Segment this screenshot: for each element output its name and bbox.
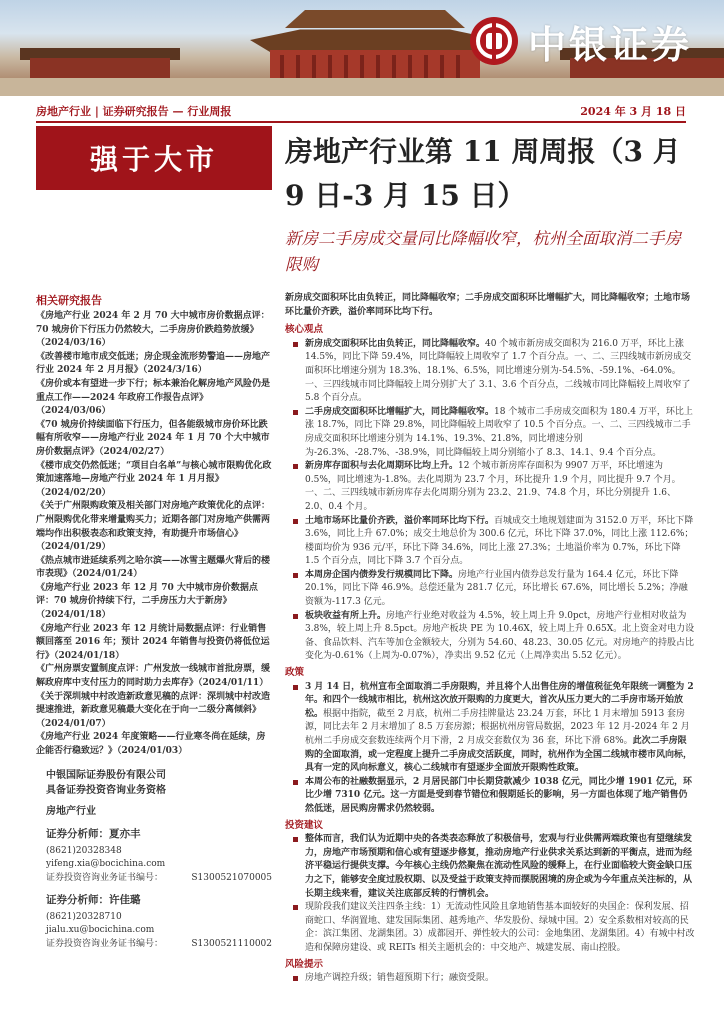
analyst-phone: (8621)20328710 <box>46 911 122 922</box>
related-report-item[interactable] <box>36 582 272 623</box>
related-heading: 相关研究报告 <box>36 294 102 307</box>
related-report-item[interactable] <box>36 460 272 501</box>
core-item-bold: 新房库存面积与去化周期环比均上升。 <box>305 461 459 472</box>
related-report-date: （2024/01/18） <box>54 650 125 661</box>
analyst-email[interactable]: jialu.xu@bocichina.com <box>46 925 155 935</box>
header-banner <box>0 0 724 96</box>
policy-item <box>285 776 695 817</box>
related-report-date: （2024/01/07） <box>36 718 111 729</box>
related-report-item[interactable] <box>36 691 272 732</box>
core-item <box>285 610 695 664</box>
related-report-item[interactable] <box>36 500 272 554</box>
core-item <box>285 460 695 514</box>
related-report-title: 《广州房票安置制度点评：广州发放一线城市首批房票，缓解政府库中支付压力的同时助力去库存》 <box>36 664 271 689</box>
header-divider <box>36 121 686 123</box>
section-heading-invest: 投资建议 <box>285 819 324 831</box>
related-report-title: 《关于广州限购政策及相关部门对房地产政策优化的点评：广州限购优化带来增量购买力；近期各部门对房地产供需两端均作出积极表态和政策支持，有助提升市场信心》 <box>36 501 271 539</box>
brand-name: 中银证券 <box>528 22 693 67</box>
related-report-item[interactable] <box>36 378 272 419</box>
related-report-item[interactable] <box>36 351 272 378</box>
related-report-date: （2024/01/29） <box>36 542 111 553</box>
core-item-text: 房地产行业国内债券总发行量为 164.4 亿元，环比下降 20.1%，同比下降 46.9%。总偿还量为 281.7 亿元，环比增长 67.6%，同比增长 5.2%；净融资额为-117.3 亿元。 <box>305 569 688 608</box>
related-report-date: （2024/03/06） <box>36 406 111 417</box>
analyst-card <box>46 894 272 951</box>
side-building <box>30 58 170 80</box>
related-report-date: （2024/01/03） <box>117 746 188 756</box>
risk-item: 房地产调控升级；销售超预期下行；融资受限。 <box>285 972 695 986</box>
core-item <box>285 569 695 610</box>
palace-base <box>0 78 724 96</box>
rating-badge: 强于大市 <box>36 126 272 190</box>
core-item <box>285 406 695 460</box>
related-report-date: （2024/01/24） <box>72 569 143 580</box>
analyst-phone: (8621)20328348 <box>46 845 122 856</box>
analyst-card <box>46 828 272 885</box>
invest-item-text: 现阶段我们建议关注四条主线：1）无流动性风险且拿地销售基本面较好的央国企：保利发展、招商蛇口、华润置地、建发国际集团、越秀地产、华发股份、绿城中国。2）安全系数相对较高的民企：滨江集团、龙湖集团。3）成都园开、弹性较大的公司：金地集团、龙湖集团。4）有城中村改造和保障房建设、或 REITs 相关主题机会的：中交地产、城建发展、南山控股。 <box>305 902 695 953</box>
related-list <box>36 310 272 759</box>
analyst-license: 证券投资咨询业务证书编号： S1300521110002 <box>46 938 272 949</box>
org-info <box>46 768 272 819</box>
boc-logo-icon <box>470 17 518 65</box>
invest-list <box>285 833 695 955</box>
related-report-title: 《房地产行业 2024 年 2 月 70 大中城市房价数据点评：70 城房价下行压力仍然较大，二手房房价跌趋势放缓》 <box>36 311 270 335</box>
related-report-item[interactable] <box>36 555 272 582</box>
core-points-list <box>285 338 695 664</box>
related-report-item[interactable] <box>36 310 272 351</box>
related-report-date: （2024/01/18） <box>36 610 111 621</box>
report-date: 2024 年 3 月 18 日 <box>580 105 686 118</box>
report-topbar <box>36 103 686 121</box>
related-report-title: 《房价或本有望进一步下行；标本兼治化解房地产风险仍是重点工作——2024 年政府工作报告点评》 <box>36 378 271 403</box>
policy-item-bold2: 此次二手房限购的全面取消，或一定程度上提升二手房成交活跃度，同时，杭州作为全国二线城市楼市风向标，具有一定的风向标意义，核心二线城市有望逐步全面放开限购性政策。 <box>305 736 693 774</box>
report-subtitle: 新房二手房成交量同比降幅收窄，杭州全面取消二手房限购 <box>285 229 681 274</box>
invest-item <box>285 901 695 955</box>
core-item-text: 房地产行业绝对收益为 4.5%，较上周上升 9.0pct，房地产行业相对收益为 3.8%，较上周上升 8.5pct。房地产板块 PE 为 10.46X，较上周上升 0.65X。北上资金对电力设备、食品饮料、汽车等加仓金额较大，分别为 54.60、48.23、30.05 亿元。对房地产的持股占比变化为-0.61%（上周为-0.07%），净卖出 9.52 亿元（上周净卖出 5.52 亿元）。 <box>305 610 695 662</box>
report-title: 房地产行业第 11 周周报（3 月 9 日-3 月 15 日） <box>285 135 681 212</box>
related-report-item[interactable] <box>36 419 272 460</box>
lead-summary: 新房成交面积环比由负转正，同比降幅收窄；二手房成交面积环比增幅扩大，同比降幅收窄；土地市场环比量价齐跌，溢价率同环比均下行。 <box>285 293 691 317</box>
analyst-license: 证券投资咨询业务证书编号： S1300521070005 <box>46 872 272 883</box>
invest-item-bold: 整体而言，我们认为近期中央的各类表态释放了积极信号，宏观与行业供需两端政策也有望继续发力，房地产市场预期和信心或有望逐步修复，推动房地产行业供求关系达到新的平衡点，进而为经济平稳运行提供支撑。今年核心主线仍然聚焦在流动性风险的缓释上，在行业面临较大资金缺口压力之下，能够安全度过股权期、以及受益于政策支持而摆脱困境的房企或为今年重点关注标的，从长期主线来看，建议关注底部反转的行情机会。 <box>305 834 693 899</box>
org-industry: 房地产行业 <box>46 806 96 817</box>
policy-item-bold: 本周公布的社融数据显示，2 月居民部门中长期贷款减少 1038 亿元，同比少增 1901 亿元，环比少增 7310 亿元。这一方面是受到春节错位和假期延长的影响，另一方面也体现了地产销售仍然低迷，居民购房需求仍然较弱。 <box>305 776 693 814</box>
related-report-title: 《房地产行业 2023 年 12 月统计局数据点评：行业销售额回落至 2016 年；预计 2024 年销售与投资仍将低位运行》 <box>36 623 270 661</box>
brand <box>470 8 720 74</box>
palace-columns <box>280 55 470 79</box>
org-qualification: 具备证券投资咨询业务资格 <box>46 785 166 796</box>
related-report-date: （2024/01/11） <box>198 678 269 689</box>
related-reports <box>36 292 272 759</box>
core-item-bold: 土地市场环比量价齐跌，溢价率同环比均下行。 <box>305 515 495 526</box>
core-item-text: 12 个城市新房库存面积为 9907 万平，环比增速为 0.5%，同比增速为-1.8%。去化周期为 23.7 个月，环比提升 1.9 个月，同比提升 9.7 个月。一、二、三四线城市新房库存去化周期分别为 23.2、21.9、74.8 个月，环比分别提升 1.6、2.0、0.4 个月。 <box>305 461 681 512</box>
related-report-title: 《70 城房价持续面临下行压力，但各能级城市房价环比跌幅有所收窄——房地产行业 2024 年 1 月 70 个大中城市房价数据点评》 <box>36 419 270 457</box>
policy-item-text: 根据中指院，截至 2 月底，杭州二手房挂牌量达 23.24 万套，环比 1 月末增加 5913 套房源，同比去年 2 月末增加了 8.5 万套房源；根据杭州房管局数据，2023 年 12 月-2024 年 2 月杭州二手房成交套数连续两个月下滑，2 月成交套数仅为 36 套，环比下滑 68%。 <box>305 708 690 746</box>
section-heading-risk: 风险提示 <box>285 958 324 970</box>
section-heading-policy: 政策 <box>285 667 305 679</box>
policy-item <box>285 681 695 776</box>
analyst-name: 证券分析师：许佳璐 <box>46 894 141 906</box>
main-content <box>285 292 695 986</box>
core-item-bold: 本周房企国内债券发行规模同比下降。 <box>305 569 459 580</box>
related-report-title: 《房地产行业 2024 年度策略——行业寒冬尚在延续，房企能否行稳致远？》 <box>36 732 266 756</box>
core-item-bold: 新房成交面积环比由负转正，同比降幅收窄。 <box>305 338 486 349</box>
core-item <box>285 338 695 406</box>
risk-list <box>285 972 695 986</box>
related-report-title: 《房地产行业 2023 年 12 月 70 大中城市房价数据点评：70 城房价持续下行，二手房压力大于新房》 <box>36 582 258 607</box>
related-report-date: （2024/02/27） <box>99 446 170 457</box>
related-report-date: （2024/3/16） <box>142 365 207 376</box>
related-report-item[interactable] <box>36 731 272 758</box>
analyst-name: 证券分析师：夏亦丰 <box>46 828 141 840</box>
related-report-item[interactable] <box>36 663 272 690</box>
core-item-text: 18 个城市二手房成交面积为 180.4 万平，环比上涨 18.7%，同比下降 29.8%，同比降幅较上周收窄了 10.5 个百分点。一、二、三四线城市二手房成交面积环比增速分别为 14.1%、19.3%、21.8%，同比增速分别为-26.3%、-28.7%、-38.9%，同比降幅较上周分别缩小了 8.3、14.1、9.4 个百分点。 <box>305 406 693 458</box>
related-report-title: 《楼市成交仍然低迷；“项目白名单”与核心城市限购优化政策加速落地—房地产行业 2024 年 1 月月报》 <box>36 460 272 485</box>
related-report-date: （2024/03/16） <box>36 338 111 349</box>
core-item-text: 40 个城市新房成交面积为 216.0 万平，环比上涨 14.5%，同比下降 59.4%，同比降幅较上周收窄了 1.7 个百分点。一、二、三四线城市新房成交面积环比增速分别为 18.3%、18.1%、6.5%，同比增速分别为-54.5%、-59.1%、-64.0%。一、三四线城市同比降幅较上周分别扩大了 3.1、3.6 个百分点，二线城市同比降幅较上周收窄了 5.8 个百分点。 <box>305 338 692 404</box>
related-report-item[interactable] <box>36 623 272 664</box>
related-report-title: 《改善楼市地市成交低迷；房企现金流形势警追——房地产行业 2024 年 2 月月报》 <box>36 351 271 376</box>
core-item <box>285 515 695 569</box>
policy-list <box>285 681 695 817</box>
core-item-bold: 板块收益有所上升。 <box>305 610 387 621</box>
org-name: 中银国际证券股份有限公司 <box>46 770 166 781</box>
section-heading-core: 核心观点 <box>285 324 324 336</box>
analyst-email[interactable]: yifeng.xia@bocichina.com <box>46 859 166 869</box>
report-category: 房地产行业 | 证券研究报告 — 行业周报 <box>36 105 232 118</box>
related-report-title: 《关于深圳城中村改造新政意见稿的点评：深圳城中村改造提速推进，新政意见稿最大变化在于向一二级分离倾斜》 <box>36 691 271 716</box>
policy-item-bold: 3 月 14 日，杭州宣布全面取消二手房限购，并且将个人出售住房的增值税征免年限统一调整为 2 年。和四个一线城市相比，杭州这次放开限购的力度更大，首次从压力更大的二手房市场开始放松。 <box>305 681 694 719</box>
core-item-text: 百城成交土地规划建面为 3152.0 万平，环比下降 3.6%，同比上升 67.0%；成交土地总价为 300.6 亿元，环比下降 37.0%，同比上涨 112.6%；楼面均价为 936 元/平，环比下降 34.6%，同比上涨 27.3%；土地溢价率为 0.7%，环比下降 1.5 个百分点，同比下降 3.7 个百分点。 <box>305 515 694 567</box>
palace-upper-roof <box>275 10 475 28</box>
invest-item <box>285 833 695 901</box>
related-report-title: 《热点城市进延续系列之哈尔滨——冰雪主题爆火背后的楼市表现》 <box>36 555 271 580</box>
related-report-date: （2024/02/20） <box>36 487 111 498</box>
core-item-bold: 二手房成交面积环比增幅扩大，同比降幅收窄。 <box>305 406 495 417</box>
